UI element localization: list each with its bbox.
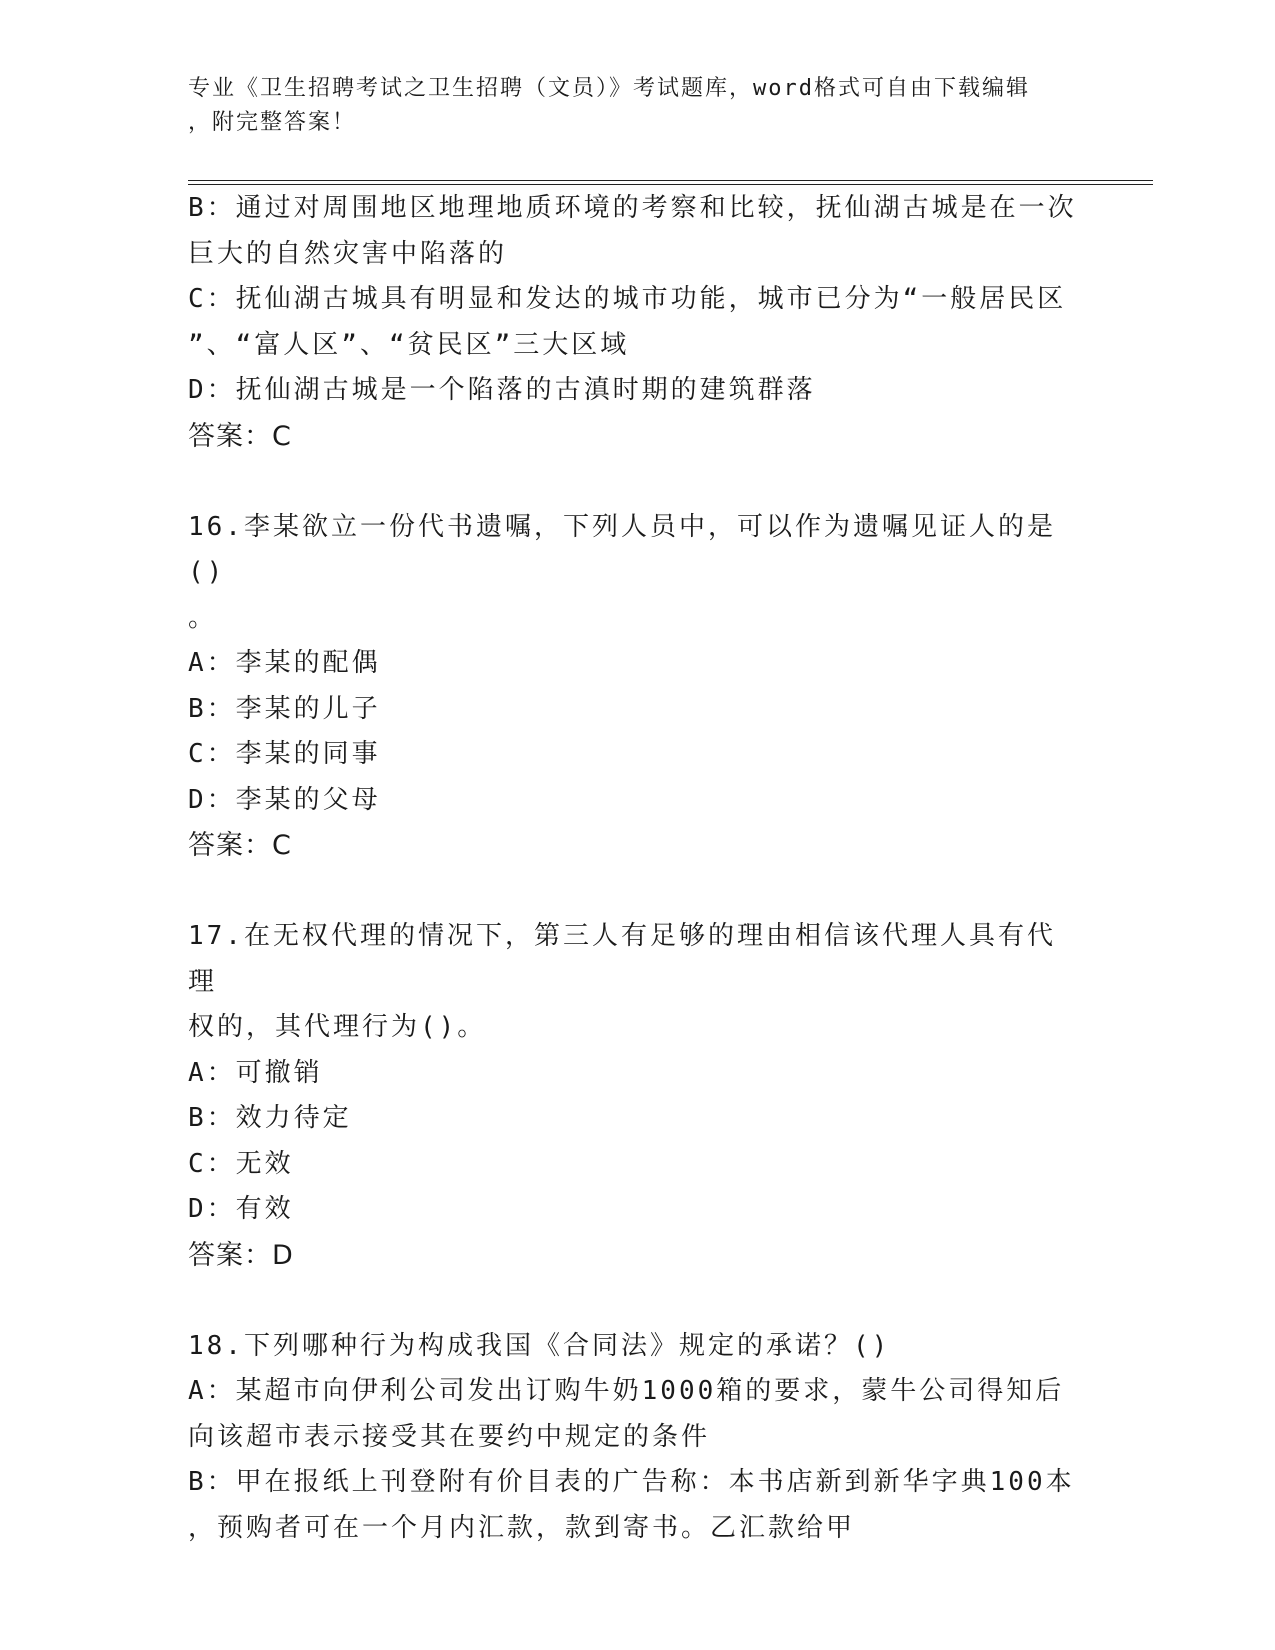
document-header bbox=[188, 72, 1068, 140]
option-a-line-2: 向该超市表示接受其在要约中规定的条件 bbox=[188, 1421, 711, 1452]
question-stem-line-1: 16.李某欲立一份代书遗嘱，下列人员中，可以作为遗嘱见证人的是() bbox=[188, 511, 1056, 587]
question-stem: 18.下列哪种行为构成我国《合同法》规定的承诺？() bbox=[188, 1330, 891, 1361]
option-d: D：有效 bbox=[188, 1194, 294, 1224]
option-b-line-2: 巨大的自然灾害中陷落的 bbox=[188, 238, 508, 269]
option-b-line-1: B：通过对周围地区地理地质环境的考察和比较，抚仙湖古城是在一次 bbox=[188, 193, 1077, 223]
option-c-line-1: C：抚仙湖古城具有明显和发达的城市功能，城市已分为“一般居民区 bbox=[188, 284, 1067, 314]
option-b-line-2: ，预购者可在一个月内汇款，款到寄书。乙汇款给甲 bbox=[188, 1512, 856, 1543]
option-a: A：可撤销 bbox=[188, 1057, 323, 1088]
question-18 bbox=[188, 1324, 1078, 1552]
header-line-2: ，附完整答案！ bbox=[188, 110, 357, 135]
answer: 答案：C bbox=[188, 830, 292, 861]
option-b: B：效力待定 bbox=[188, 1103, 352, 1133]
question-17 bbox=[188, 914, 1078, 1278]
option-a: A：李某的配偶 bbox=[188, 648, 381, 678]
spacer bbox=[188, 869, 1078, 915]
option-c-line-2: ”、“富人区”、“贫民区”三大区域 bbox=[188, 329, 630, 360]
answer: 答案：C bbox=[188, 420, 292, 452]
question-15-continued bbox=[188, 186, 1078, 459]
option-a-line-1: A：某超市向伊利公司发出订购牛奶1000箱的要求，蒙牛公司得知后 bbox=[188, 1376, 1065, 1406]
question-16 bbox=[188, 505, 1078, 869]
spacer bbox=[188, 459, 1078, 505]
option-b: B：李某的儿子 bbox=[188, 693, 381, 724]
option-d: D：抚仙湖古城是一个陷落的古滇时期的建筑群落 bbox=[188, 375, 816, 405]
option-b-line-1: B：甲在报纸上刊登附有价目表的广告称：本书店新到新华字典100本 bbox=[188, 1467, 1075, 1497]
question-stem-line-2: 权的，其代理行为()。 bbox=[188, 1012, 487, 1042]
option-c: C：无效 bbox=[188, 1148, 294, 1179]
option-d: D：李某的父母 bbox=[188, 784, 381, 815]
header-rule-top bbox=[188, 180, 1153, 181]
header-rule-bottom bbox=[188, 184, 1153, 185]
spacer bbox=[188, 1278, 1078, 1324]
document-body bbox=[188, 186, 1078, 1551]
question-stem-line-1: 17.在无权代理的情况下，第三人有足够的理由相信该代理人具有代理 bbox=[188, 921, 1056, 997]
option-c: C：李某的同事 bbox=[188, 739, 381, 769]
answer: 答案：D bbox=[188, 1239, 294, 1271]
header-line-1: 专业《卫生招聘考试之卫生招聘（文员）》考试题库，word格式可自由下载编辑 bbox=[188, 76, 1030, 101]
question-stem-line-2: 。 bbox=[188, 602, 218, 633]
